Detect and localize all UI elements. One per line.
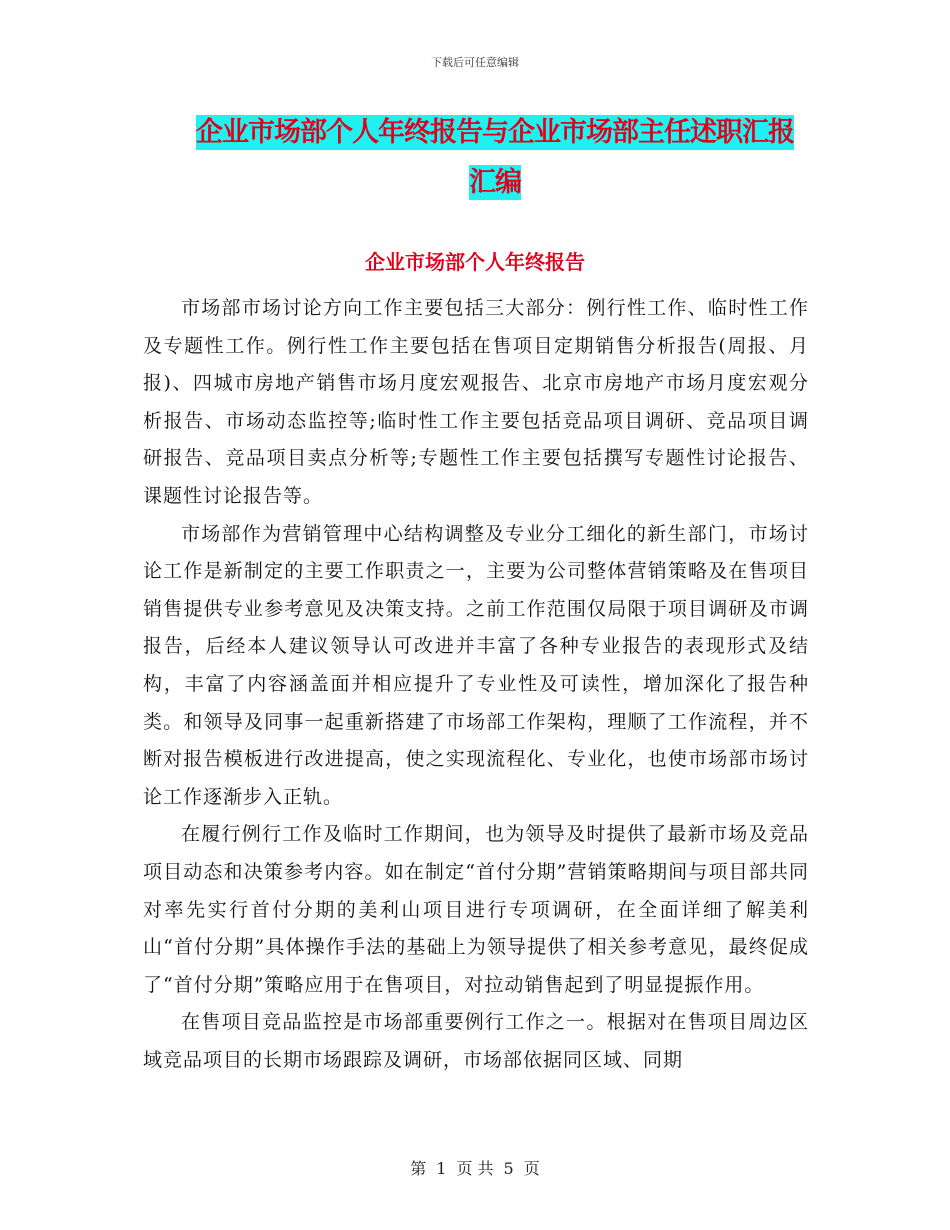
page-current: 1 [436, 1159, 447, 1178]
paragraph: 市场部作为营销管理中心结构调整及专业分工细化的新生部门，市场讨论工作是新制定的主要工作职责之一，主要为公司整体营销策略及在售项目销售提供专业参考意见及决策支持。之前工作范围仅局限于项目调研及市调报告，后经本人建议领导认可改进并丰富了各种专业报告的表现形式及结构，丰富了内容涵盖面并相应提升了专业性及可读性，增加深化了报告种类。和领导及同事一起重新搭建了市场部工作架构，理顺了工作流程，并不断对报告模板进行改进提高，使之实现流程化、专业化，也使市场部市场讨论工作逐渐步入正轨。 [143, 522, 809, 808]
paragraph: 市场部市场讨论方向工作主要包括三大部分：例行性工作、临时性工作及专题性工作。例行性工作主要包括在售项目定期销售分析报告(周报、月报)、四城市房地产销售市场月度宏观报告、北京市房地产市场月度宏观分析报告、市场动态监控等;临时性工作主要包括竞品项目调研、竞品项目调研报告、竞品项目卖点分析等;专题性工作主要包括撰写专题性讨论报告、课题性讨论报告等。 [143, 297, 809, 507]
paragraph: 在履行例行工作及临时工作期间，也为领导及时提供了最新市场及竞品项目动态和决策参考内容。如在制定“首付分期”营销策略期间与项目部共同对率先实行首付分期的美利山项目进行专项调研，在全面详细了解美利山“首付分期”具体操作手法的基础上为领导提供了相关参考意见，最终促成了“首付分期”策略应用于在售项目，对拉动销售起到了明显提振作用。 [143, 823, 809, 996]
page-mid: 页 共 [456, 1159, 494, 1178]
header-note: 下载后可任意编辑 [431, 56, 519, 69]
body-text [143, 290, 809, 1079]
document-title-line-1: 企业市场部个人年终报告与企业市场部主任述职汇报 [196, 117, 794, 148]
page-footer [0, 1156, 950, 1179]
paragraph: 在售项目竞品监控是市场部重要例行工作之一。根据对在售项目周边区域竞品项目的长期市场跟踪及调研，市场部依据同区域、同期 [143, 1011, 809, 1071]
document-title [150, 108, 840, 208]
page-suffix: 页 [523, 1159, 540, 1178]
document-title-line-2: 汇编 [469, 167, 521, 198]
page-prefix: 第 [410, 1159, 427, 1178]
section-heading: 企业市场部个人年终报告 [365, 250, 585, 274]
page-total: 5 [503, 1159, 514, 1178]
